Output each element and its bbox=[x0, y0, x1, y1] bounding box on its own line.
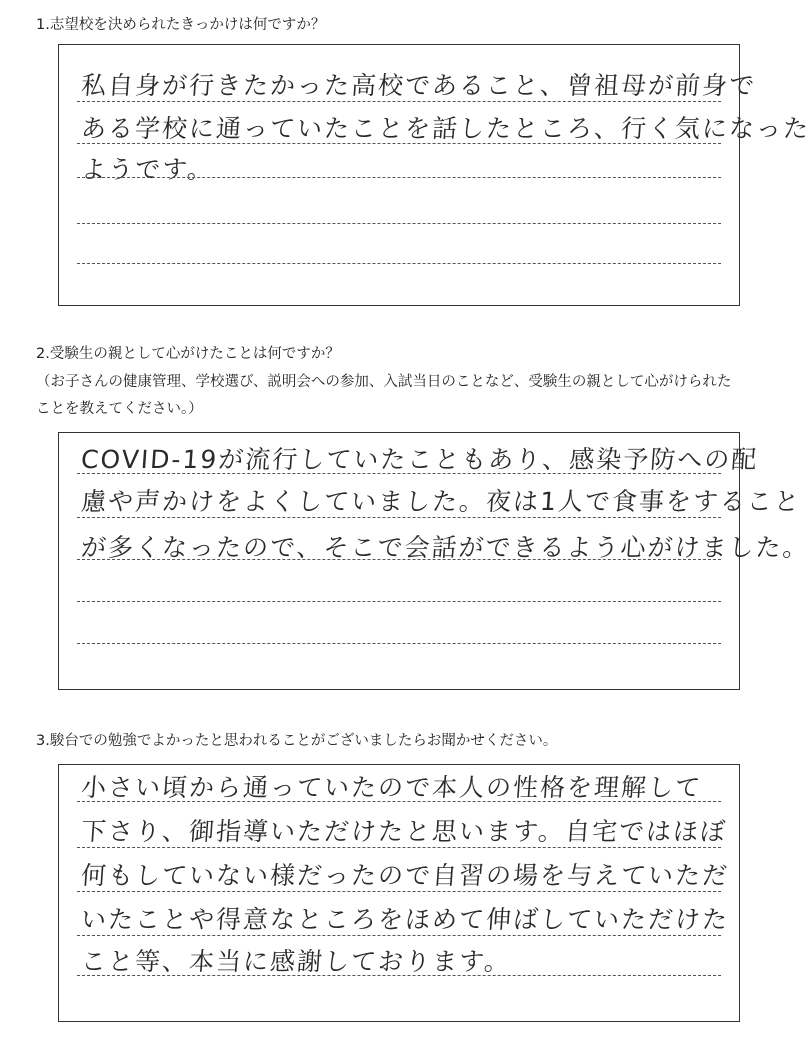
ruled-line bbox=[77, 847, 721, 848]
answer-1-line-3: ようです。 bbox=[80, 155, 216, 184]
answer-3-line-5: こと等、本当に感謝しております。 bbox=[80, 947, 513, 976]
question-3-text: 3.駿台での勉強でよかったと思われることがございましたらお聞かせください。 bbox=[36, 733, 558, 749]
answer-3-line-3: 何もしていない様だったので自習の場を与えていただ bbox=[80, 861, 731, 890]
ruled-line bbox=[77, 101, 721, 102]
ruled-line bbox=[77, 263, 721, 264]
answer-1-line-1: 私自身が行きたかった高校であること、曾祖母が前身で bbox=[80, 71, 758, 100]
answer-3-line-2: 下さり、御指導いただけたと思います。自宅ではほぼ bbox=[80, 817, 729, 846]
ruled-line bbox=[77, 601, 721, 602]
ruled-line bbox=[77, 643, 721, 644]
answer-2-line-1: COVID-19が流行していたこともあり、感染予防への配 bbox=[80, 445, 760, 474]
question-2-note-line-1: （お子さんの健康管理、学校選び、説明会への参加、入試当日のことなど、受験生の親として心がけられた bbox=[36, 374, 732, 390]
answer-1-line-2: ある学校に通っていたことを話したところ、行く気になった bbox=[80, 114, 811, 143]
ruled-line bbox=[77, 891, 721, 892]
ruled-line bbox=[77, 223, 721, 224]
ruled-line bbox=[77, 559, 721, 560]
ruled-line bbox=[77, 143, 721, 144]
answer-2-line-2: 慮や声かけをよくしていました。夜は1人で食事をすること bbox=[80, 487, 802, 516]
question-2-text: 2.受験生の親として心がけたことは何ですか？ bbox=[36, 346, 340, 362]
answer-3-line-1: 小さい頃から通っていたので本人の性格を理解して bbox=[80, 773, 704, 802]
answer-2-line-3: が多くなったので、そこで会話ができるよう心がけました。 bbox=[80, 533, 811, 562]
ruled-line bbox=[77, 801, 721, 802]
answer-3-line-4: いたことや得意なところをほめて伸ばしていただけた bbox=[80, 905, 731, 934]
ruled-line bbox=[77, 473, 721, 474]
ruled-line bbox=[77, 935, 721, 936]
answer-2-box bbox=[58, 432, 811, 690]
question-1-text: 1.志望校を決められたきっかけは何ですか？ bbox=[36, 17, 326, 33]
ruled-line bbox=[77, 517, 721, 518]
ruled-line bbox=[77, 975, 721, 976]
answer-1-box bbox=[58, 44, 811, 306]
ruled-line bbox=[77, 177, 721, 178]
answer-3-box bbox=[58, 764, 740, 1022]
question-2-note-line-2: ことを教えてください。） bbox=[36, 401, 203, 417]
